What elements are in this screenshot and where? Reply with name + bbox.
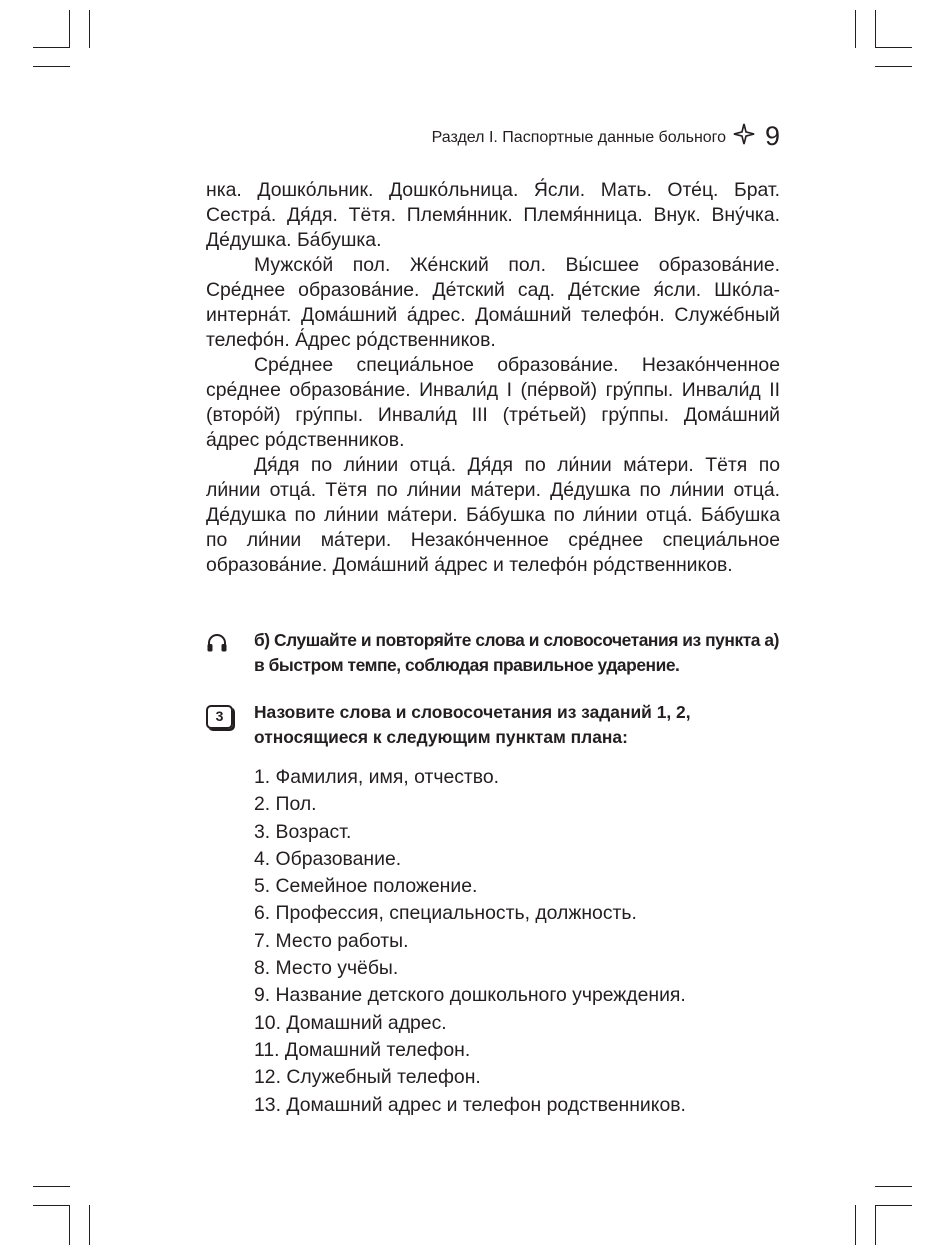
crop-mark (33, 66, 70, 67)
task-b-text: б) Слушайте и повторяйте слова и словосочетания из пункта а) в быстром темпе, соблюдая правильное ударение. (254, 630, 779, 675)
list-item: 12. Служебный телефон. (254, 1066, 481, 1089)
crop-mark (875, 66, 912, 67)
task-3-text: Назовите слова и словосочетания из заданий 1, 2, относящиеся к следующим пунктам плана: (254, 702, 691, 747)
list-item: 7. Место работы. (254, 929, 409, 952)
paragraph: нка. Дошко́льник. Дошко́льница. Я́сли. Мать. Оте́ц. Брат. Сестра́. Дя́дя. Тётя. Племя́нник. Племя́нница. Внук. Вну́чка. Де́душка. Ба́бушка. (206, 179, 780, 251)
task-number-badge: 3 (206, 705, 233, 729)
plan-list (254, 764, 686, 1119)
task-b (206, 628, 780, 678)
list-item: 2. Пол. (254, 793, 317, 816)
list-item: 9. Название детского дошкольного учреждения. (254, 984, 686, 1007)
task-3 (206, 700, 780, 750)
paragraph: Мужско́й пол. Же́нский пол. Вы́сшее образова́ние. Сре́днее образова́ние. Де́тский сад. Де́тские я́сли. Шко́ла-интерна́т. Дома́шний а́дрес. Дома́шний телефо́н. Служе́бный телефо́н. А́дрес ро́дственников. (206, 254, 780, 351)
star-ornament-icon (733, 123, 755, 145)
list-item: 11. Домашний телефон. (254, 1038, 471, 1061)
crop-mark (33, 1186, 70, 1187)
crop-mark (33, 47, 70, 48)
list-item: 5. Семейное положение. (254, 875, 478, 898)
list-item: 8. Место учёбы. (254, 957, 399, 980)
list-item: 6. Профессия, специальность, должность. (254, 902, 637, 925)
list-item: 3. Возраст. (254, 820, 352, 843)
crop-mark (69, 10, 70, 48)
crop-mark (875, 1205, 912, 1206)
paragraph: Сре́днее специа́льное образова́ние. Незако́нченное сре́днее образова́ние. Инвали́д I (пе́рвой) гру́ппы. Инвали́д II (второ́й) гру́ппы. Инвали́д III (тре́тьей) гру́ппы. Дома́шний а́дрес ро́дственников. (206, 354, 780, 451)
crop-mark (875, 1205, 876, 1245)
crop-mark (855, 10, 856, 48)
crop-mark (33, 1205, 70, 1206)
list-item: 1. Фамилия, имя, отчество. (254, 766, 500, 788)
list-item: 10. Домашний адрес. (254, 1011, 447, 1034)
headphones-icon (206, 633, 228, 653)
crop-mark (855, 1205, 856, 1245)
list-item: 4. Образование. (254, 847, 402, 870)
paragraph: Дя́дя по ли́нии отца́. Дя́дя по ли́нии ма́тери. Тётя по ли́нии отца́. Тётя по ли́нии ма́тери. Де́душка по ли́нии отца́. Де́душка по ли́нии ма́тери. Ба́бушка по ли́нии отца́. Ба́бушка по ли́нии ма́тери. Незако́нченное сре́днее специа́льное образова́ние. Дома́шний а́дрес и телефо́н ро́дственников. (206, 454, 780, 576)
page-number: 9 (764, 121, 780, 151)
body-text (206, 178, 780, 578)
list-item: 13. Домашний адрес и телефон родственников. (254, 1093, 686, 1116)
crop-mark (875, 10, 876, 48)
crop-mark (69, 1205, 70, 1245)
crop-mark (89, 1205, 90, 1245)
running-title: Раздел I. Паспортные данные больного (431, 129, 727, 146)
running-header (205, 121, 780, 153)
crop-mark (875, 1186, 912, 1187)
crop-mark (875, 47, 912, 48)
crop-mark (89, 10, 90, 48)
